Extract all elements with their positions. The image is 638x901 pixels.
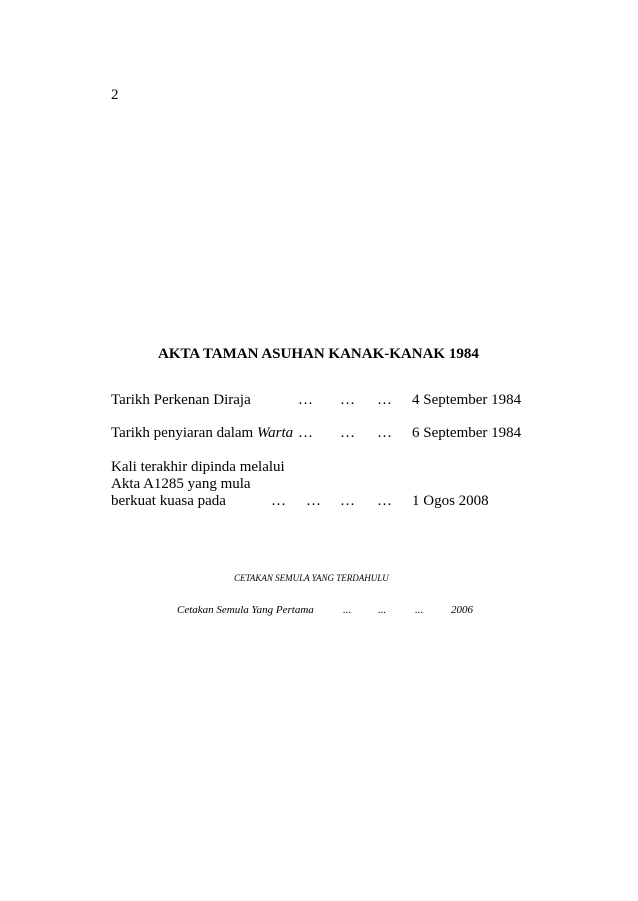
- reprint-leader-dots: ...: [378, 604, 387, 616]
- leader-dots: …: [298, 392, 313, 408]
- reprint-heading: CETAKAN SEMULA YANG TERDAHULU: [234, 573, 389, 583]
- leader-dots: …: [377, 493, 392, 509]
- last-amended-label-line: Kali terakhir dipinda melalui: [111, 459, 285, 475]
- leader-dots: …: [377, 425, 392, 441]
- royal-assent-date: 4 September 1984: [412, 392, 522, 408]
- leader-dots: …: [340, 425, 355, 441]
- reprint-leader-dots: ...: [343, 604, 352, 616]
- leader-dots: …: [340, 392, 355, 408]
- leader-dots: …: [377, 392, 392, 408]
- in-force-date: 1 Ogos 2008: [412, 493, 489, 509]
- royal-assent-label: Tarikh Perkenan Diraja: [111, 392, 251, 408]
- gazette-publication-date: 6 September 1984: [412, 425, 522, 441]
- leader-dots: …: [298, 425, 313, 441]
- reprint-year: 2006: [451, 604, 473, 616]
- act-title: AKTA TAMAN ASUHAN KANAK-KANAK 1984: [158, 346, 479, 362]
- gazette-label-italic: Warta: [256, 425, 294, 441]
- reprint-label: Cetakan Semula Yang Pertama: [177, 604, 314, 616]
- gazette-publication-label: [111, 425, 293, 442]
- leader-dots: …: [271, 493, 286, 509]
- reprint-leader-dots: ...: [415, 604, 424, 616]
- leader-dots: …: [340, 493, 355, 509]
- page-number: 2: [111, 87, 119, 103]
- gazette-label-text: Tarikh penyiaran dalam: [111, 425, 257, 441]
- last-amended-label-line: berkuat kuasa pada: [111, 493, 226, 509]
- leader-dots: …: [306, 493, 321, 509]
- last-amended-label-line: Akta A1285 yang mula: [111, 476, 251, 492]
